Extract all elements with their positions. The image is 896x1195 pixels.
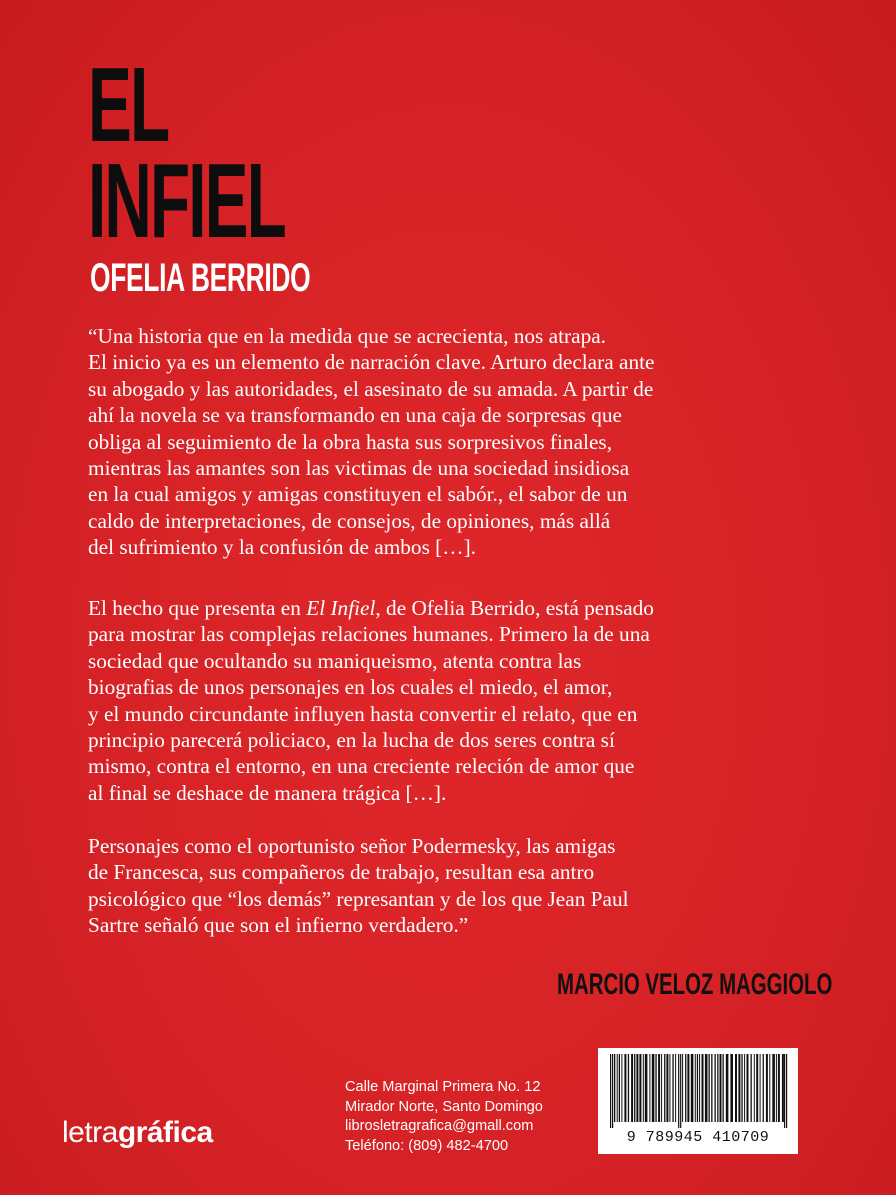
barcode-bar (741, 1054, 742, 1122)
barcode-bar (782, 1054, 784, 1122)
barcode-bar (754, 1054, 755, 1122)
text-line: en la cual amigos y amigas constituyen el sabór., el sabor de un (88, 482, 628, 507)
barcode-bar (661, 1054, 662, 1122)
barcode-bar (669, 1054, 670, 1122)
book-title-italic: El Infiel (306, 596, 376, 620)
barcode-bar (769, 1054, 770, 1122)
barcode-bar (695, 1054, 696, 1122)
barcode-bar (639, 1054, 641, 1122)
text-run: El hecho que presenta en (88, 596, 307, 620)
text-line: El inicio ya es un elemento de narración clave. Arturo declara ante (88, 350, 655, 375)
barcode-bar (711, 1054, 712, 1122)
barcode-bar (652, 1054, 655, 1122)
barcode-bar (760, 1054, 761, 1122)
barcode-bar (726, 1054, 729, 1122)
text-line: obliga al seguimiento de la obra hasta sus sorpresivos finales, (88, 429, 613, 454)
barcode-bar (649, 1054, 650, 1122)
barcode-bar (699, 1054, 700, 1122)
barcode-bar (685, 1054, 686, 1122)
barcode-bar (772, 1054, 775, 1122)
barcode-bar (643, 1054, 644, 1122)
barcode-bar (702, 1054, 704, 1122)
text-line: ahí la novela se va transformando en una caja de sorpresas que (88, 403, 622, 428)
barcode-guard-bar (784, 1054, 785, 1128)
barcode-bar (666, 1054, 668, 1122)
text-line: mientras las amantes son las victimas de una sociedad insidiosa (88, 456, 630, 481)
barcode-bar (621, 1054, 622, 1122)
barcode-bar (655, 1054, 656, 1122)
isbn-number: 9 789945 410709 (626, 1129, 770, 1146)
text-line: al final se deshace de manera trágica […]. (88, 780, 447, 805)
text-line (88, 595, 808, 621)
barcode-bar (766, 1054, 768, 1122)
barcode-bar (778, 1054, 780, 1122)
book-author: OFELIA BERRIDO (90, 256, 311, 300)
barcode-bar (723, 1054, 724, 1122)
text-line: para mostrar las complejas relaciones humanes. Primero la de una (88, 622, 650, 647)
text-line: “Una historia que en la medida que se acrecienta, nos atrapa. (88, 324, 606, 348)
text-run: , de Ofelia Berrido, está pensado (375, 596, 654, 620)
text-line: psicológico que “los demás” represantan y de los que Jean Paul (88, 886, 629, 911)
text-line: biografias de unos personajes en los cuales el miedo, el amor, (88, 675, 613, 700)
barcode-bar (751, 1054, 752, 1122)
barcode-bar (776, 1054, 777, 1122)
barcode-bar (709, 1054, 710, 1122)
barcode-bar (738, 1054, 740, 1122)
text-line: Personajes como el oportunisto señor Podermesky, las amigas (88, 834, 616, 858)
barcode-bar (697, 1054, 698, 1122)
barcode-bar (747, 1054, 749, 1122)
barcode-bar (730, 1054, 733, 1122)
barcode-bars (604, 1054, 792, 1128)
barcode-bar (645, 1054, 648, 1122)
publisher-logo (62, 1118, 213, 1148)
barcode-bar (672, 1054, 673, 1122)
email-text: librosletragrafica@gmall.com (345, 1118, 534, 1134)
phone-text: Teléfono: (809) 482-4700 (345, 1137, 509, 1154)
barcode-bar (705, 1054, 708, 1122)
barcode-bar (619, 1054, 620, 1122)
barcode-guard-bar (678, 1054, 679, 1128)
barcode-bar (617, 1054, 618, 1122)
barcode-bar (717, 1054, 718, 1122)
barcode-bar (720, 1054, 722, 1122)
barcode-bar (628, 1054, 629, 1122)
logo-text-light: letra (62, 1116, 118, 1149)
barcode-bar (614, 1054, 615, 1122)
barcode-guard-bar (612, 1054, 613, 1128)
barcode-bar (634, 1054, 635, 1122)
barcode-bar (715, 1054, 716, 1122)
barcode-bar (744, 1054, 745, 1122)
address-line: Mirador Norte, Santo Domingo (345, 1098, 543, 1115)
barcode-bar (624, 1054, 626, 1122)
barcode-guard-bar (786, 1054, 787, 1128)
text-line: caldo de interpretaciones, de consejos, de opiniones, más allá (88, 508, 611, 533)
book-title-line-1: EL (88, 46, 169, 164)
barcode-bar (691, 1054, 694, 1122)
barcode-bar (664, 1054, 665, 1122)
text-line: y el mundo circundante influyen hasta convertir el relato, que en (88, 701, 638, 726)
book-title-line-2: INFIEL (88, 142, 285, 260)
text-line: Sartre señaló que son el infierno verdadero.” (88, 913, 469, 938)
text-line: sociedad que ocultando su maniqueismo, atenta contra las (88, 648, 582, 673)
isbn-barcode (598, 1048, 798, 1154)
barcode-bar (735, 1054, 737, 1122)
text-line: su abogado y las autoridades, el asesinato de su amada. A partir de (88, 376, 654, 401)
text-line: mismo, contra el entorno, en una creciente releción de amor que (88, 754, 635, 779)
blurb-paragraph-1 (88, 323, 808, 561)
publisher-address (345, 1078, 543, 1156)
barcode-bar (636, 1054, 638, 1122)
blurb-paragraph-3 (88, 833, 808, 939)
quote-author: MARCIO VELOZ MAGGIOLO (557, 968, 833, 1001)
barcode-bar (658, 1054, 660, 1122)
barcode-bar (756, 1054, 758, 1122)
barcode-bar (687, 1054, 689, 1122)
barcode-bar (631, 1054, 633, 1122)
address-line: Calle Marginal Primera No. 12 (345, 1079, 541, 1095)
barcode-bar (675, 1054, 676, 1122)
text-line: principio parecerá policiaco, en la lucha de dos seres contra sí (88, 728, 615, 753)
barcode-guard-bar (680, 1054, 681, 1128)
blurb-paragraph-2 (88, 595, 808, 806)
barcode-bar (763, 1054, 764, 1122)
text-line: de Francesca, sus compañeros de trabajo, resultan esa antro (88, 860, 595, 885)
logo-text-bold: gráfica (117, 1116, 213, 1149)
barcode-bar (682, 1054, 683, 1122)
text-line: del sufrimiento y la confusión de ambos […]. (88, 535, 476, 560)
barcode-guard-bar (610, 1054, 611, 1128)
